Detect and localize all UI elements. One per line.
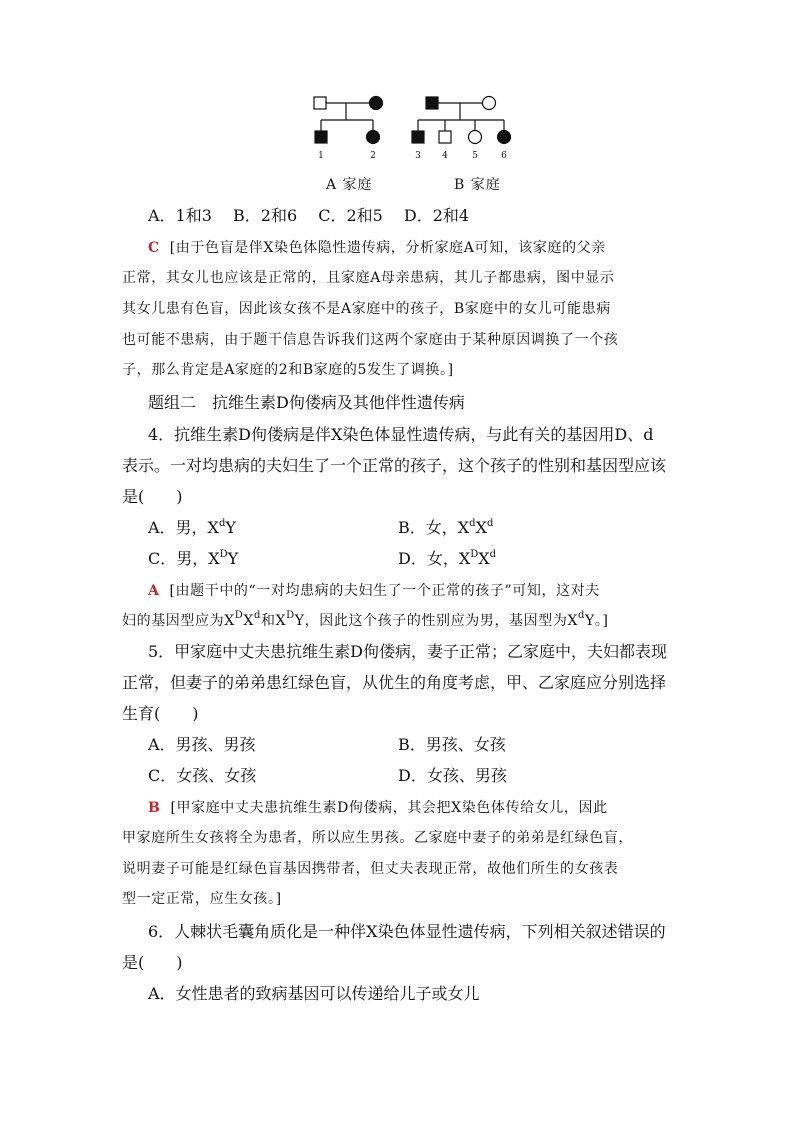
q4-explanation-line1: A [由题干中的“一对均患病的夫妇生了一个正常的孩子”可知，这对夫: [148, 583, 600, 599]
b-child6-affected-female: [498, 131, 511, 144]
q6-stem-line2: 是( ): [122, 953, 183, 972]
q4-stem-line2: 表示。一对均患病的夫妇生了一个正常的孩子，这个孩子的性别和基因型应该: [122, 456, 667, 475]
q5-option-c: C．女孩、女孩: [148, 766, 257, 785]
q5-explanation-line3: 说明妻子可能是红绿色盲基因携带者，但丈夫表现正常，故他们所生的女孩表: [122, 861, 619, 877]
q3-answer: C: [148, 240, 160, 256]
a-child2-affected-female: [367, 131, 380, 144]
label-2: 2: [370, 151, 376, 161]
a-father-normal-male: [314, 97, 326, 109]
q5-explanation-line2: 甲家庭所生女孩将全为患者，所以应生男孩。乙家庭中妻子的弟弟是红绿色盲，: [122, 830, 633, 846]
q3-explanation-line1: C [由于色盲是伴X染色体隐性遗传病，分析家庭A可知，该家庭的父亲: [148, 240, 606, 256]
label-4: 4: [442, 151, 448, 161]
q3-explanation-line3: 其女儿患有色盲，因此该女孩不是A家庭中的孩子，B家庭中的女儿可能患病: [122, 301, 611, 317]
q3-explanation-line4: 也可能不患病，由于题干信息告诉我们这两个家庭由于某种原因调换了一个孩: [122, 332, 619, 348]
label-1: 1: [318, 151, 324, 161]
q5-explanation-line1: B [甲家庭中丈夫患抗维生素D佝偻病，其会把X染色体传给女儿，因此: [148, 800, 608, 816]
q4-answer: A: [148, 583, 160, 599]
b-mother-normal-female: [483, 97, 496, 110]
q6-stem-line1: 6．人棘状毛囊角质化是一种伴X染色体显性遗传病，下列相关叙述错误的: [148, 922, 666, 941]
q4-explanation-line2: 妇的基因型应为$X^DX^d$和$X^DY$，因此这个孩子的性别应为男，基因型为$X^dY$。]: [122, 610, 609, 629]
label-5: 5: [472, 151, 478, 161]
q6-option-a: A．女性患者的致病基因可以传递给儿子或女儿: [148, 984, 480, 1003]
b-child4-normal-male: [439, 131, 451, 143]
b-child5-normal-female: [469, 131, 482, 144]
q5-stem-line1: 5．甲家庭中丈夫患抗维生素D佝偻病，妻子正常；乙家庭中，夫妇都表现: [148, 642, 668, 661]
label-6: 6: [501, 151, 507, 161]
q5-stem-line2: 正常，但妻子的弟弟患红绿色盲，从优生的角度考虑，甲、乙家庭应分别选择: [122, 673, 667, 692]
q5-stem-line3: 生育( ): [122, 704, 199, 723]
group-heading: 题组二 抗维生素D佝偻病及其他伴性遗传病: [148, 393, 465, 412]
q4-stem-line3: 是( ): [122, 487, 183, 506]
q4-option-d: D．女，$X^DX^d$: [398, 548, 497, 568]
caption-family-a: A 家庭: [326, 177, 373, 193]
q5-option-b: B．男孩、女孩: [398, 735, 506, 754]
label-3: 3: [415, 151, 421, 161]
pedigree-diagram: [306, 92, 522, 162]
q5-answer: B: [148, 800, 161, 816]
q3-explanation-line2: 正常，其女儿也应该是正常的，且家庭A母亲患病，其儿子都患病，图中显示: [122, 270, 615, 286]
a-mother-affected-female: [370, 97, 383, 110]
q5-option-a: A．男孩、男孩: [148, 735, 256, 754]
b-father-affected-male: [426, 97, 438, 109]
q4-option-b: B．女，$X^dX^d$: [398, 517, 494, 537]
q5-explanation-line4: 型一定正常，应生女孩。]: [122, 891, 282, 907]
b-child3-affected-male: [412, 131, 424, 143]
q4-option-c: C．男，$X^DY$: [148, 548, 239, 568]
caption-family-b: B 家庭: [454, 177, 501, 193]
q5-option-d: D．女孩、男孩: [398, 766, 507, 785]
q4-stem-line1: 4．抗维生素D佝偻病是伴X染色体显性遗传病，与此有关的基因用D、d: [148, 425, 654, 444]
q4-option-a: A．男，$X^dY$: [148, 517, 236, 537]
q3-explanation-line5: 子，那么肯定是A家庭的2和B家庭的5发生了调换。]: [122, 362, 454, 378]
a-child1-affected-male: [315, 131, 327, 143]
q3-options: A．1和3 B．2和6 C．2和5 D．2和4: [148, 206, 470, 225]
